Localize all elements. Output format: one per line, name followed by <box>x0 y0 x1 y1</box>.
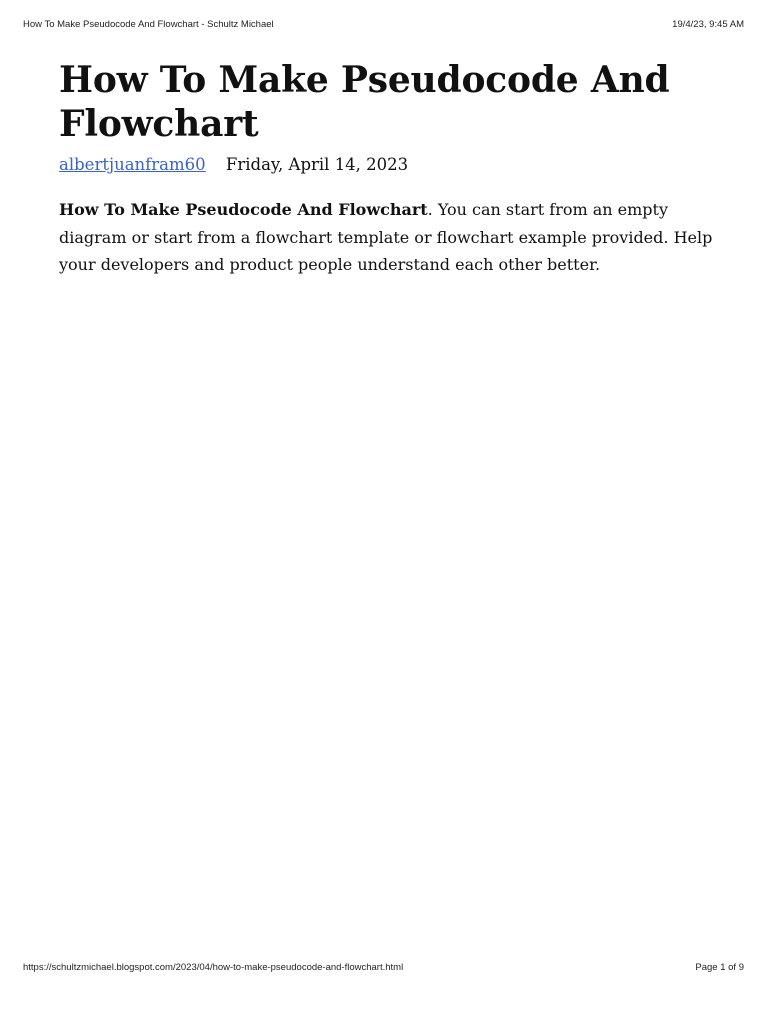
post-title: How To Make Pseudocode And Flowchart <box>59 59 670 145</box>
page-indicator: Page 1 of 9 <box>695 962 744 973</box>
post-body-lead: How To Make Pseudocode And Flowchart <box>59 200 428 219</box>
post-date: Friday, April 14, 2023 <box>225 155 409 174</box>
post-meta <box>59 153 719 177</box>
post-body <box>59 196 719 279</box>
print-header <box>23 19 744 33</box>
author-link[interactable]: albertjuanfram60 <box>59 155 206 174</box>
post-content <box>59 58 719 295</box>
print-datetime: 19/4/23, 9:45 AM <box>672 19 744 30</box>
print-url: https://schultzmichael.blogspot.com/2023/04/how-to-make-pseudocode-and-flowchart.html <box>23 962 404 973</box>
print-page-title: How To Make Pseudocode And Flowchart - Schultz Michael <box>23 19 274 30</box>
print-footer <box>23 962 744 976</box>
post-body-text: . You can start from an empty diagram or start from a flowchart template or flowchart example provided. Help your developers and product people understand each other better. <box>59 200 713 274</box>
